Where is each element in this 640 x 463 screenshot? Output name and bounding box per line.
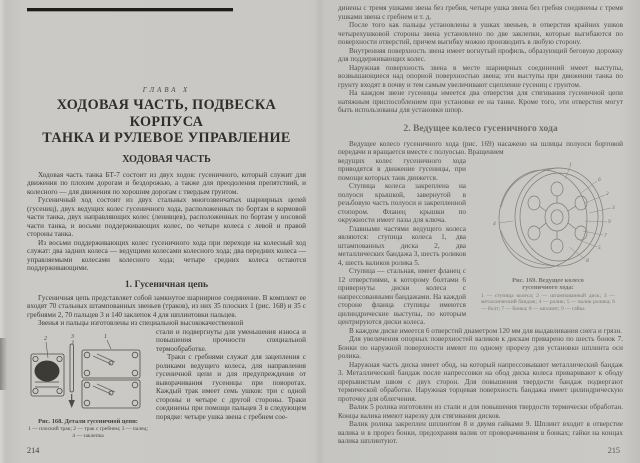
scan-edge-smudge	[0, 338, 7, 390]
figure-169-label-1: 1	[569, 161, 572, 168]
figure-168-caption: Рис. 168. Детали гусеничной цепи:	[38, 417, 138, 425]
paragraph: Звенья и пальцы изготовлены из специальной высококачественной	[38, 319, 244, 327]
paragraph: На каждом звене гусеницы имеется два отверстия для стягивания гусеничной цепи натяжным приспособлением при установке ее на танке. Кроме того, эти отверстия могут быть использованы для установки шпор.	[338, 89, 623, 114]
figure-169-label-7: 7	[604, 232, 607, 239]
figure-169-caption-line2: гусеничного хода:	[522, 284, 574, 292]
page-gutter-shade	[314, 0, 326, 463]
paragraph: Главными частями ведущего колеса являются: ступица колеса 1, два штампованных диска 2, два металлических бандажа 3, шесть роликов 4, шесть валиков ролика 5.	[338, 224, 466, 267]
figure-168-label-ridge-track: 2	[44, 335, 47, 342]
paragraph: В каждом диске имеется 6 отверстий диаметром 120 мм для выдавливания снега и грязи.	[349, 326, 622, 335]
paragraph: После того как пальцы установлены в ушках звеньев, в отверстия крайних ушков четырехушковой стороны звена установлено по две заклепки, которые выгибаются по поверхности отверстий, причем выгибку можно производить в любую сторону.	[338, 21, 623, 46]
figure-169-label-9: 9	[608, 218, 611, 225]
figure-168	[27, 330, 149, 439]
figure-169-label-8: 8	[586, 257, 589, 264]
section-heading: ХОДОВАЯ ЧАСТЬ	[122, 153, 211, 165]
paragraph: Гусеничная цепь представляет собой замкнутое шарнирное соединение. В комплект ее входят 70 стальных штампованных звеньев (траков), из них 35 плоских 1 (рис. 168) и 35 с гребнями 2, 70 пальцев 3 и 140 заклепок 4 для шплинтовки пальцев.	[27, 293, 306, 319]
paragraph: Внутренняя поверхность звена имеет вогнутый профиль, образующий беговую дорожку для поддерживающих колес.	[338, 46, 623, 63]
figure-wrap-zone	[27, 328, 306, 439]
paragraph: Ступица — стальная, имеет фланец с 12 отверстиями, к которому болтами 6 привернуты диски колеса с напрессованными бандажами. На каждой стороне фланца ступицы имеются цилиндрические выступы, по которым центрируются диски колеса.	[338, 267, 466, 326]
figure-169-label-2: 2	[606, 190, 609, 197]
figure-169-caption	[473, 277, 623, 292]
paragraph: Ходовая часть танка БТ-7 состоит из двух ходов: гусеничного, который служит для движения по плохим дорогам и бездорожью, а также для преодоления препятствий, и колесного — для движения по хорошим дорогам с твердым грунтом.	[27, 170, 306, 196]
subsection-heading: 1. Гусеничная цепь	[124, 278, 209, 290]
paragraph: стали и подвергнуты для уменьшения износа и повышения прочности специальной термообработке.	[156, 327, 306, 353]
page-number-left: 214	[27, 446, 40, 455]
drive-wheel-drawing	[473, 159, 623, 275]
paragraph: Для увеличения опорных поверхностей валиков к дискам приварено по шесть бонок 7. Бонки по наружной поверхности имеют по одному прорезу для установки шплинта оси ролика.	[338, 335, 623, 360]
figure-169-legend: 1 — ступица колеса; 2 — штампованный диск; 3 — металлический бандаж; 4 — ролик; 5 — валик ролика; 6 — болт; 7 — бонка; 8 — шплинт; 9 — гайка	[481, 292, 615, 312]
paragraph: Ведущее колесо гусеничного хода (рис. 169) насажено на шлицы полуоси бортовой передачи и вращается вместе с полуосью. Вращением	[338, 139, 623, 156]
paragraph: Гусеничный ход состоит из двух стальных многозвенчатых шарнирных цепей (гусениц), двух ведущих колес гусеничного хода, расположенных по бортам в кормовой части танка, двух направляющих колес (ленивцев), расположенных по бортам у носовой части танка, и восьми поддерживающих колес, по четыре колеса с левой и правой стороны танка.	[27, 196, 306, 238]
paragraph: Ступица колеса закреплена на полуоси крышкой, завернутой в резьбовую часть полуоси и закрепленной стопором. Фланец крышки по окружности имеет пазы для ключа.	[338, 182, 466, 224]
paragraph: Из восьми поддерживающих колес гусеничного хода при переходе на колесный ход служат: два задних колеса — ведущими колесами колесного хода; два передних колеса — управляемыми колесами колесного хода; четыре средних колеса остаются поддерживающими.	[27, 238, 306, 272]
figure-169	[473, 159, 623, 312]
figure-169-label-3: 3	[612, 204, 615, 211]
chapter-title-line2: ТАНКА И РУЛЕВОЕ УПРАВЛЕНИЕ	[42, 130, 291, 146]
subsection-heading: 2. Ведущее колесо гусеничного хода	[403, 122, 558, 134]
paragraph: ведущих колес гусеничного хода приводятся в движение гусеницы, при помощи которых танк движется.	[338, 156, 466, 182]
paragraph: Наружная поверхность звена в месте шарнирных соединений имеет выступы, возвышающиеся над опорной поверхностью звена; эти выступы при движении танка по грунту входят в почву и тем самым увеличивают сцепление гусениц с грунтом.	[338, 63, 623, 89]
page-right	[320, 0, 640, 463]
figure-169-caption-line1: Рис. 169. Ведущее колесо	[512, 276, 584, 284]
paragraph: Валик ролика закреплен шплинтом 8 и двумя гайками 9. Шплинт входит в отверстие валика и в прорез бонки, предохраняя валик от проворачивания в бонках; гайки на концах валика шплинтуют.	[338, 420, 623, 445]
page-number-right: 215	[607, 446, 620, 455]
chapter-title-line1: ХОДОВАЯ ЧАСТЬ, ПОДВЕСКА КОРПУСА	[56, 97, 277, 130]
figure-168-label-pin: 3	[71, 333, 74, 340]
chapter-title	[27, 97, 306, 147]
paragraph: Валик 5 ролика изготовлен из стали и для повышения твердости термически обработан. Концы валика имеют нарезку для стягивания дисков.	[338, 403, 623, 420]
chapter-label: ГЛАВА X	[142, 87, 191, 94]
figure-169-label-4: 4	[493, 220, 496, 227]
paragraph: динены с тремя ушками звена без гребня, четыре ушка звена без гребня соединены с тремя ушками звена с гребнем и т. д.	[338, 4, 623, 21]
figure-wrap-zone	[338, 157, 623, 361]
figure-168-legend: 1 — плоский трак; 2 — трак с гребнем; 3 — палец; 4 — заклепка	[28, 426, 148, 439]
figure-169-label-6: 6	[598, 176, 601, 183]
header-rule	[27, 8, 233, 11]
figure-169-label-5: 5	[598, 244, 601, 251]
figure-168-label-flat-track: 1	[104, 333, 107, 340]
paragraph: Наружная часть диска имеет обод, на который напрессовывают металлический бандаж 3. Металлический бандаж после напрессовки на обод диска колеса приваривают к ободу прерывистым швом с двух сторон. Для повышения твердости бандаж подвергают термической обработке. Наружная торцевая поверхность бандажа имеет цилиндрическую проточку для облегчения.	[338, 360, 623, 403]
paragraph: Траки с гребнями служат для зацепления с роликами ведущего колеса, для направления гусеничной цепи и для предупреждения от выворачивания гусеницы при поворотах. Каждый трак имеет семь ушков: три с одной стороны и четыре с другой стороны. Траки соединены при помощи пальцев 3 в следующем порядке: четыре ушка звена с гребнем сое-	[156, 353, 306, 421]
track-links-drawing	[27, 330, 149, 416]
